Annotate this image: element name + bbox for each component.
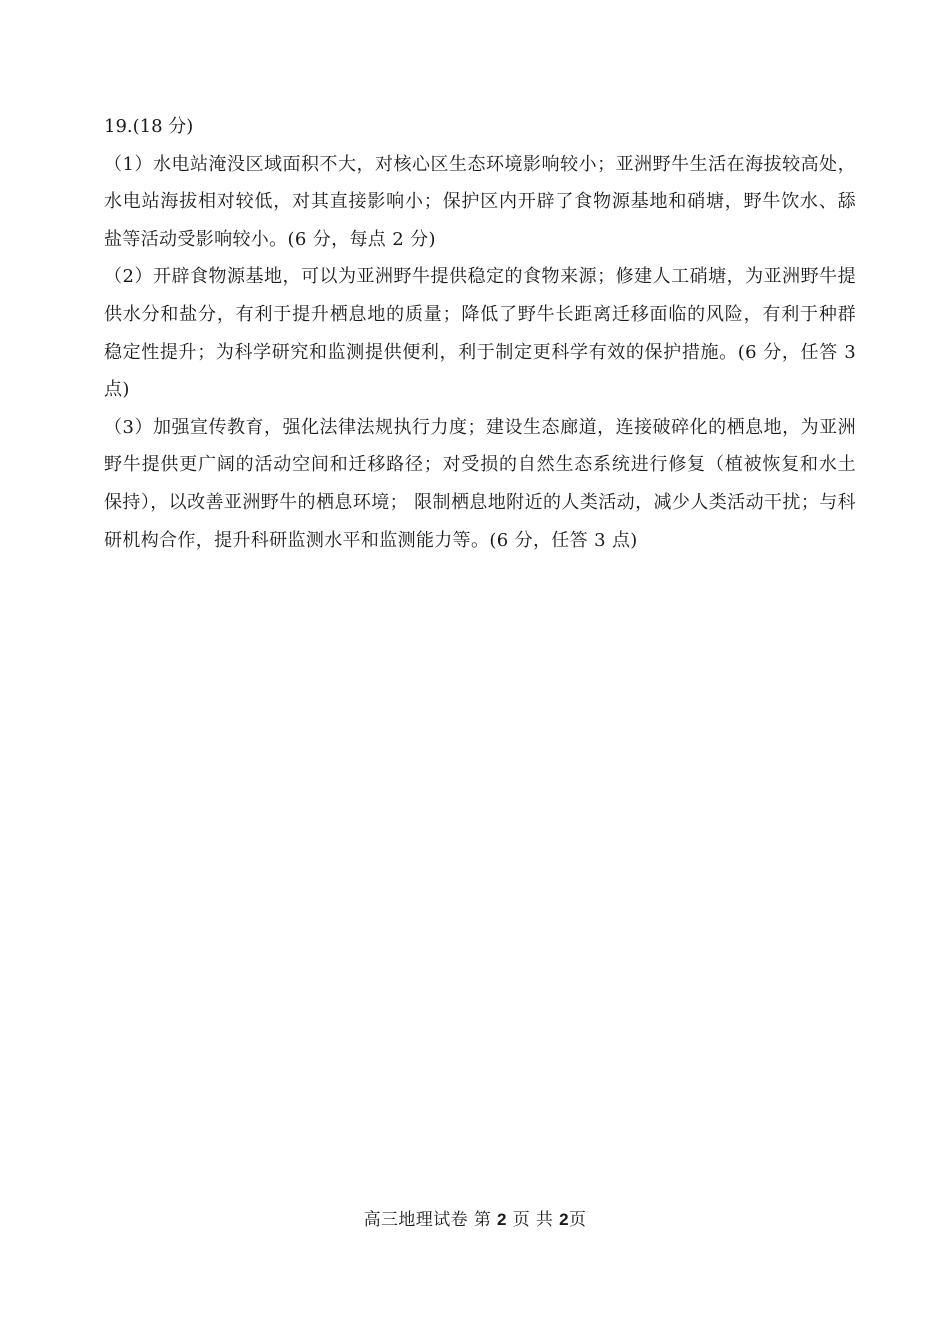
- question-title: 19.(18 分): [104, 116, 194, 137]
- answer-content: [104, 108, 856, 559]
- answer-part-2: （2）开辟食物源基地，可以为亚洲野牛提供稳定的食物来源；修建人工硝塘，为亚洲野牛提供水分和盐分，有利于提升栖息地的质量；降低了野牛长距离迁移面临的风险，有利于种群稳定性提升；为科学研究和监测提供便利，利于制定更科学有效的保护措施。(6 分，任答 3 点): [104, 266, 856, 401]
- footer-prefix: 高三地理试卷 第: [363, 1210, 492, 1230]
- footer-total-pages: 2: [559, 1210, 569, 1229]
- footer-current-page: 2: [497, 1210, 507, 1229]
- answer-part-1: （1）水电站淹没区域面积不大，对核心区生态环境影响较小；亚洲野牛生活在海拔较高处，水电站海拔相对较低，对其直接影响小；保护区内开辟了食物源基地和硝塘，野牛饮水、舔盐等活动受影响较小。(6 分，每点 2 分): [104, 153, 856, 250]
- page-footer: [0, 1208, 950, 1232]
- footer-middle: 页 共: [512, 1210, 554, 1230]
- answer-part-3: （3）加强宣传教育，强化法律法规执行力度；建设生态廊道，连接破碎化的栖息地，为亚洲野牛提供更广阔的活动空间和迁移路径；对受损的自然生态系统进行修复（植被恢复和水土保持），以改善亚洲野牛的栖息环境； 限制栖息地附近的人类活动，减少人类活动干扰；与科研机构合作，提升科研监测水平和监测能力等。(6 分，任答 3 点): [104, 416, 856, 551]
- footer-suffix: 页: [568, 1210, 587, 1230]
